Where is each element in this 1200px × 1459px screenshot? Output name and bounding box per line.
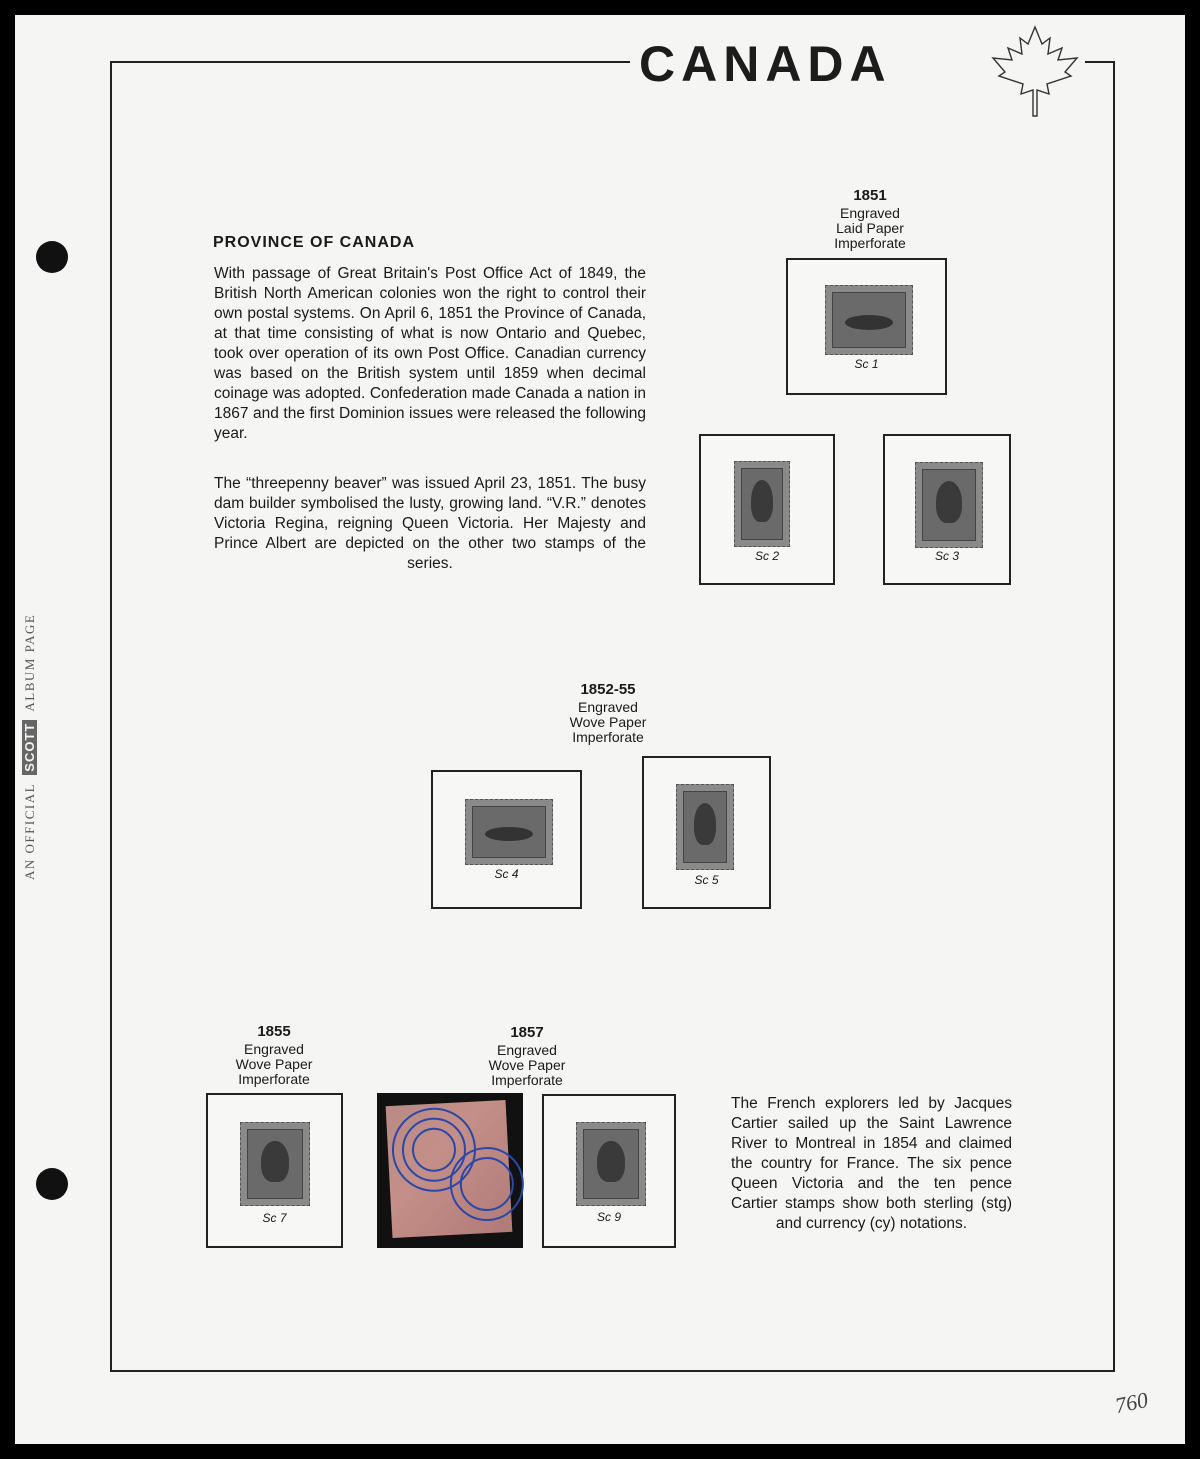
issue-paper: Wove Paper [235,1056,313,1072]
issue-perforation: Imperforate [238,1071,310,1087]
country-title: CANADA [633,36,898,92]
stamp-space-sc9[interactable] [542,1094,676,1248]
intro-paragraph: With passage of Great Britain's Post Office Act of 1849, the British North American colonies won the right to control their own postal systems. On April 6, 1851 the Province of Canada, at that time consisting of what is now Ontario and Quebec, took over operation of its own Post Office. Canadian currency was based on the British system until 1859 when decimal coinage was adopted. Confederation made Canada a nation in 1867 and the first Dominion issues were released the following year. [214,265,646,442]
stamp-image-queen-victoria [915,462,983,548]
stamp-image-jacques-cartier [240,1122,310,1206]
issue-1857-heading [467,1023,587,1088]
stamp-space-sc7[interactable] [206,1093,343,1248]
catalog-number: Sc 9 [596,1210,621,1224]
issue-method: Engraved [497,1042,557,1058]
issue-year: 1857 [510,1024,544,1041]
brand-logo: SCOTT [22,720,37,775]
issue-year: 1855 [257,1023,291,1040]
maple-leaf-icon [985,22,1085,122]
catalog-number: Sc 7 [262,1211,287,1225]
catalog-number: Sc 3 [934,549,959,563]
stamp-space-sc3[interactable] [883,434,1011,585]
issue-method: Engraved [840,205,900,221]
beaver-paragraph: The “threepenny beaver” was issued April 23, 1851. The busy dam builder symbolised the lusty, growing land. “V.R.” denotes Victoria Regina, reigning Queen Victoria. Her Majesty and Prince Albert are depicted on the other two stamps of the series. [214,475,646,572]
issue-year: 1852-55 [580,681,636,698]
frame-right [1113,61,1115,1372]
binder-hole-top [36,241,68,273]
stamp-image-prince-albert [734,461,790,547]
stamp-space-sc1[interactable] [786,258,947,395]
issue-1855-heading [214,1022,334,1087]
page-number: 760 [1112,1386,1151,1419]
frame-left [110,61,112,1372]
stamp-image-prince-albert [676,784,734,870]
binder-hole-bottom [36,1168,68,1200]
frame-top-left [110,61,630,63]
issue-method: Engraved [244,1041,304,1057]
issue-perforation: Imperforate [491,1072,563,1088]
catalog-number: Sc 1 [854,357,879,371]
catalog-number: Sc 5 [694,873,719,887]
issue-year: 1851 [853,187,887,204]
catalog-number: Sc 4 [494,867,519,881]
cartier-paragraph: The French explorers led by Jacques Cartier sailed up the Saint Lawrence River to Montreal in 1854 and claimed the country for France. The six pence Queen Victoria and the ten pence Cartier stamps show both sterling (stg) and currency (cy) notations. [731,1095,1012,1232]
side-margin-text [22,614,38,880]
stamp-space-sc4[interactable] [431,770,582,909]
stamp-space-sc2[interactable] [699,434,835,585]
issue-perforation: Imperforate [834,235,906,251]
mounted-stamp-half-penny[interactable] [377,1093,523,1248]
issue-perforation: Imperforate [572,729,644,745]
stamp-image-beaver [465,799,553,865]
issue-method: Engraved [578,699,638,715]
stamp-image-queen-victoria [576,1122,646,1206]
frame-top-right [1085,61,1115,63]
side-prefix: AN OFFICIAL [22,783,37,880]
catalog-number: Sc 2 [754,549,779,563]
stamp-image-beaver [825,285,913,355]
issue-paper: Wove Paper [488,1057,566,1073]
stamp-space-sc5[interactable] [642,756,771,909]
section-heading: PROVINCE OF CANADA [213,234,416,251]
frame-bottom [110,1370,1115,1372]
issue-1851-heading [810,186,930,251]
issue-paper: Wove Paper [569,714,647,730]
issue-paper: Laid Paper [836,220,904,236]
side-suffix: ALBUM PAGE [22,613,37,712]
stamp-paper [386,1100,513,1238]
issue-1852-heading [548,680,668,745]
